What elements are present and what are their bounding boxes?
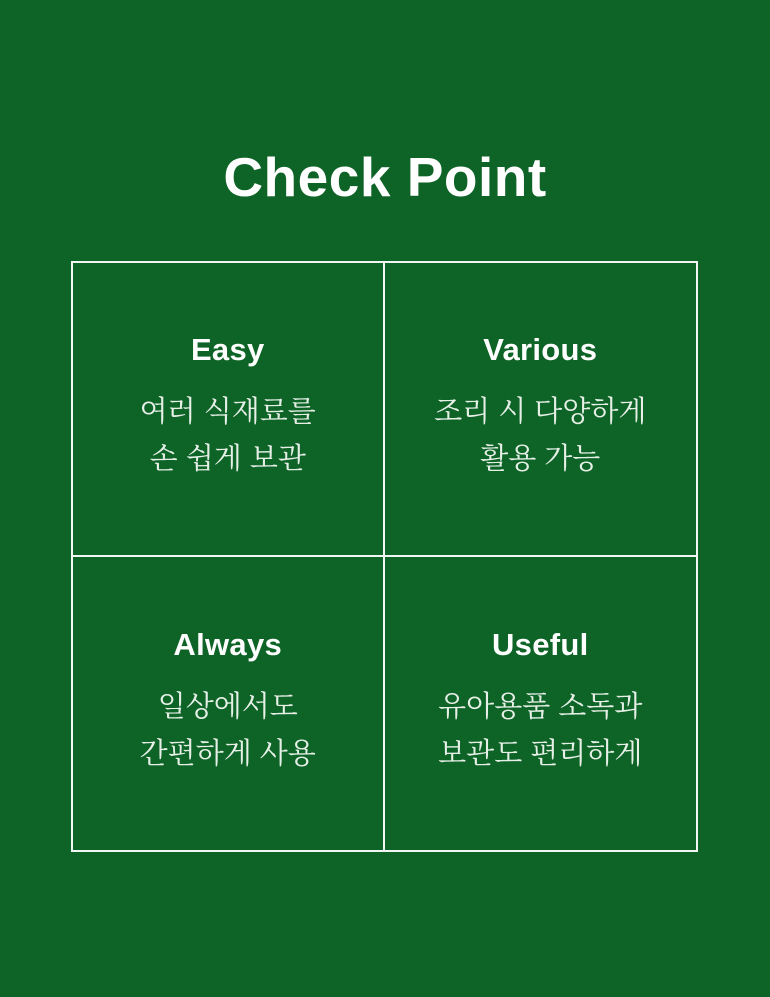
cell-heading-various: Various [483, 332, 598, 368]
cell-text-line: 손 쉽게 보관 [149, 443, 306, 476]
cell-text-line: 여러 식재료를 [139, 396, 316, 429]
cell-text-line: 보관도 편리하게 [438, 737, 643, 770]
cell-text-line: 일상에서도 [157, 690, 298, 723]
cell-text-line: 활용 가능 [480, 443, 601, 476]
grid-cell-always [73, 557, 385, 851]
cell-text-line: 유아용품 소독과 [438, 690, 643, 723]
grid-cell-easy [73, 263, 385, 557]
grid-cell-useful [385, 557, 697, 851]
cell-text-line: 조리 시 다양하게 [434, 396, 647, 429]
grid-cell-various [385, 263, 697, 557]
cell-heading-easy: Easy [190, 332, 265, 368]
checkpoint-grid [71, 261, 698, 852]
cell-heading-always: Always [173, 626, 283, 662]
cell-heading-useful: Useful [491, 626, 589, 662]
page-title: Check Point [223, 146, 547, 208]
cell-text-line: 간편하게 사용 [139, 737, 316, 770]
